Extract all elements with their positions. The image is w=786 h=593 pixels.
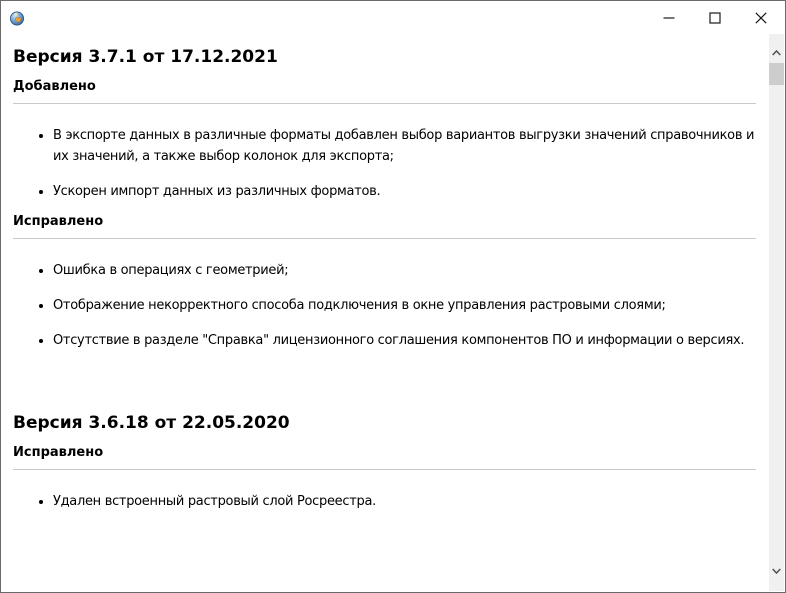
changelog-item: • В экспорте данных в различные форматы добавлен выбор вариантов выгрузки значений справочников и их значений, а также выбор колонок для экспорта; [53, 125, 756, 167]
changelog-item: • Ускорен импорт данных из различных форматов. [53, 181, 756, 202]
changelog-content[interactable] [2, 33, 767, 591]
vertical-scrollbar[interactable] [769, 34, 784, 591]
maximize-button[interactable] [692, 2, 738, 34]
chevron-down-icon [772, 568, 781, 574]
window-controls [646, 2, 784, 34]
scrollbar-thumb[interactable] [769, 63, 784, 85]
close-icon [755, 12, 767, 24]
version-heading: Версия 3.7.1 от 17.12.2021 [13, 47, 278, 67]
fixed-list [13, 260, 756, 351]
title-bar[interactable] [2, 2, 784, 34]
version-section [13, 47, 756, 351]
maximize-icon [709, 12, 721, 24]
divider [13, 469, 756, 470]
close-button[interactable] [738, 2, 784, 34]
version-section [13, 413, 756, 512]
chevron-up-icon [772, 50, 781, 56]
group-label-fixed: Исправлено [13, 214, 104, 229]
changelog-item: • Ошибка в операциях с геометрией; [53, 260, 756, 281]
globe-icon [9, 10, 25, 26]
changelog-item: • Отображение некорректного способа подключения в окне управления растровыми слоями; [53, 295, 756, 316]
added-list [13, 125, 756, 202]
scroll-up-button[interactable] [769, 47, 784, 59]
minimize-button[interactable] [646, 2, 692, 34]
divider [13, 238, 756, 239]
divider [13, 103, 756, 104]
minimize-icon [663, 12, 675, 24]
changelog-item: • Отсутствие в разделе "Справка" лицензионного соглашения компонентов ПО и информации о версиях. [53, 330, 756, 351]
group-label-fixed: Исправлено [13, 445, 104, 460]
version-heading: Версия 3.6.18 от 22.05.2020 [13, 413, 290, 433]
fixed-list [13, 491, 756, 512]
scroll-down-button[interactable] [769, 565, 784, 577]
group-label-added: Добавлено [13, 79, 96, 94]
changelog-item: • Удален встроенный растровый слой Росреестра. [53, 491, 756, 512]
